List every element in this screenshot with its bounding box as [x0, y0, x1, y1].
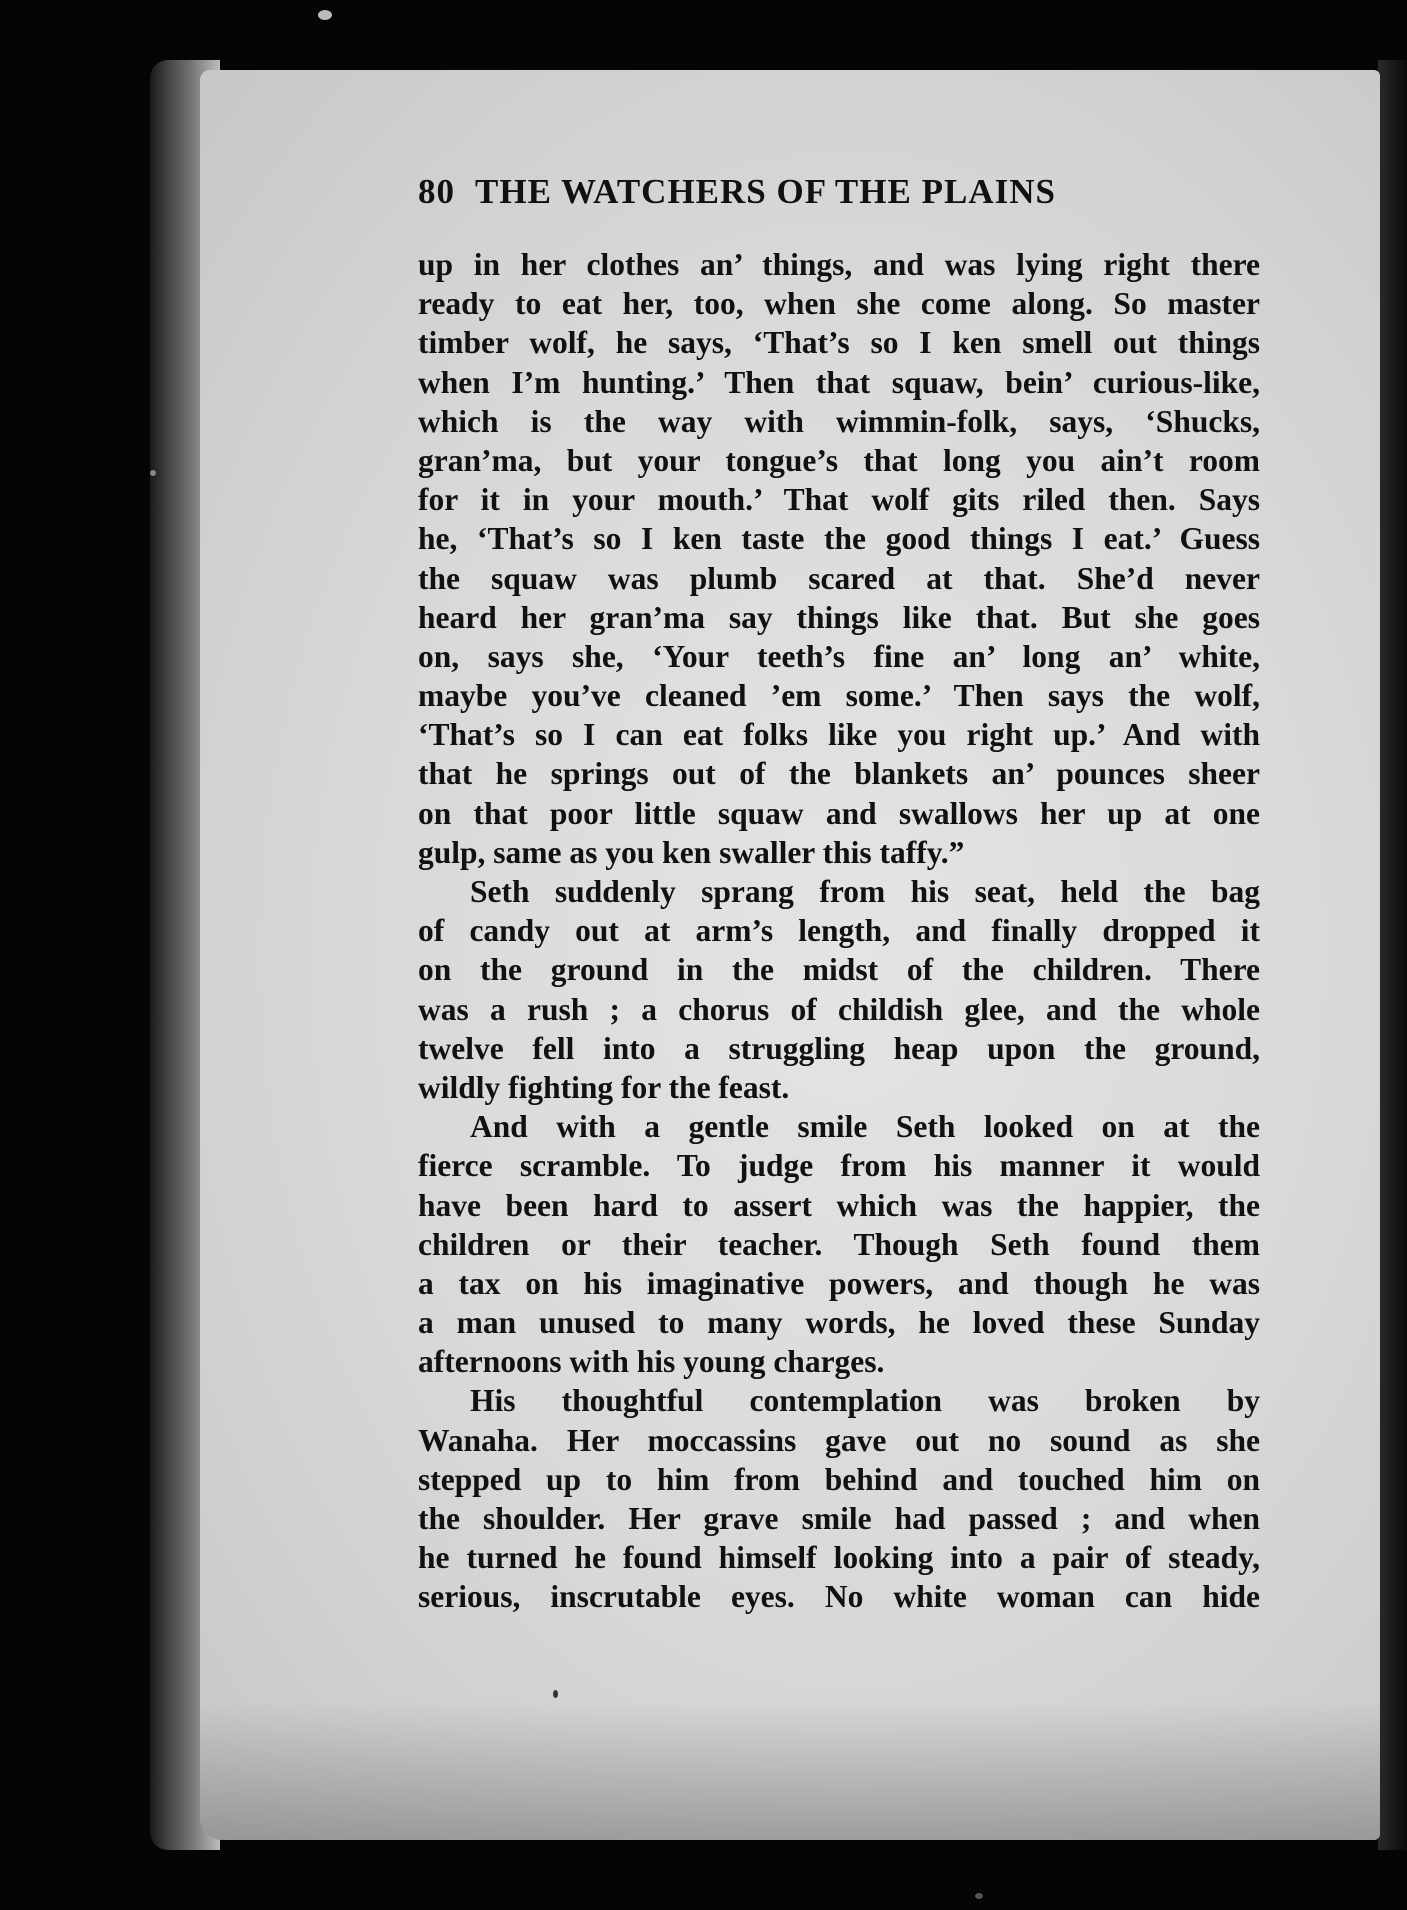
- text-line: the squaw was plumb scared at that. She’d never: [418, 560, 1260, 596]
- text-line: on the ground in the midst of the children. There: [418, 952, 1260, 988]
- scan-speck: [318, 10, 332, 20]
- page-number: 80: [418, 172, 455, 211]
- scan-speck: [150, 470, 156, 476]
- text-line: of candy out at arm’s length, and finally dropped it: [418, 913, 1260, 949]
- text-line: he, ‘That’s so I ken taste the good things I eat.’ Guess: [418, 521, 1260, 557]
- text-line: up in her clothes an’ things, and was lying right there: [418, 247, 1260, 282]
- text-line: timber wolf, he says, ‘That’s so I ken smell out things: [418, 325, 1260, 361]
- text-line: gulp, same as you ken swaller this taffy.”: [418, 834, 965, 870]
- text-line: when I’m hunting.’ Then that squaw, bein’ curious-like,: [418, 364, 1260, 400]
- text-line: which is the way with wimmin-folk, says, ‘Shucks,: [418, 403, 1260, 439]
- running-title: THE WATCHERS OF THE PLAINS: [475, 172, 1056, 211]
- running-header: [418, 172, 1178, 212]
- scan-speck: [553, 1690, 558, 1698]
- text-line: afternoons with his young charges.: [418, 1344, 885, 1380]
- text-line: on, says she, ‘Your teeth’s fine an’ long an’ white,: [418, 638, 1260, 674]
- body-text: [418, 245, 1260, 1617]
- text-line: he turned he found himself looking into a pair of steady,: [418, 1540, 1260, 1576]
- text-line: serious, inscrutable eyes. No white woman can hide: [418, 1579, 1260, 1615]
- text-line: His thoughtful contemplation was broken by: [470, 1383, 1260, 1419]
- facing-page-edge: [1378, 60, 1407, 1850]
- text-line: gran’ma, but your tongue’s that long you ain’t room: [418, 442, 1260, 478]
- text-line: Seth suddenly sprang from his seat, held the bag: [470, 874, 1260, 909]
- text-line: wildly fighting for the feast.: [418, 1069, 790, 1105]
- text-line: ready to eat her, too, when she come along. So master: [418, 286, 1260, 322]
- text-line: twelve fell into a struggling heap upon the ground,: [418, 1030, 1260, 1066]
- text-line: that he springs out of the blankets an’ pounces sheer: [418, 756, 1260, 792]
- text-line: a man unused to many words, he loved these Sunday: [418, 1305, 1260, 1341]
- text-line: the shoulder. Her grave smile had passed ; and when: [418, 1501, 1260, 1536]
- text-line: fierce scramble. To judge from his manner it would: [418, 1148, 1260, 1184]
- text-line: stepped up to him from behind and touched him on: [418, 1461, 1260, 1497]
- text-line: And with a gentle smile Seth looked on at the: [470, 1109, 1260, 1145]
- scan-speck: [975, 1893, 983, 1899]
- text-line: Wanaha. Her moccassins gave out no sound as she: [418, 1422, 1260, 1458]
- text-line: a tax on his imaginative powers, and though he was: [418, 1265, 1260, 1301]
- page-bottom-shadow: [200, 1700, 1380, 1840]
- text-line: maybe you’ve cleaned ’em some.’ Then says the wolf,: [418, 678, 1260, 714]
- text-line: on that poor little squaw and swallows her up at one: [418, 795, 1260, 831]
- text-line: was a rush ; a chorus of childish glee, and the whole: [418, 991, 1260, 1027]
- text-line: ‘That’s so I can eat folks like you right up.’ And with: [418, 717, 1260, 753]
- text-line: heard her gran’ma say things like that. But she goes: [418, 599, 1260, 635]
- text-line: for it in your mouth.’ That wolf gits riled then. Says: [418, 482, 1260, 518]
- text-line: children or their teacher. Though Seth found them: [418, 1226, 1260, 1262]
- text-line: have been hard to assert which was the happier, the: [418, 1187, 1260, 1223]
